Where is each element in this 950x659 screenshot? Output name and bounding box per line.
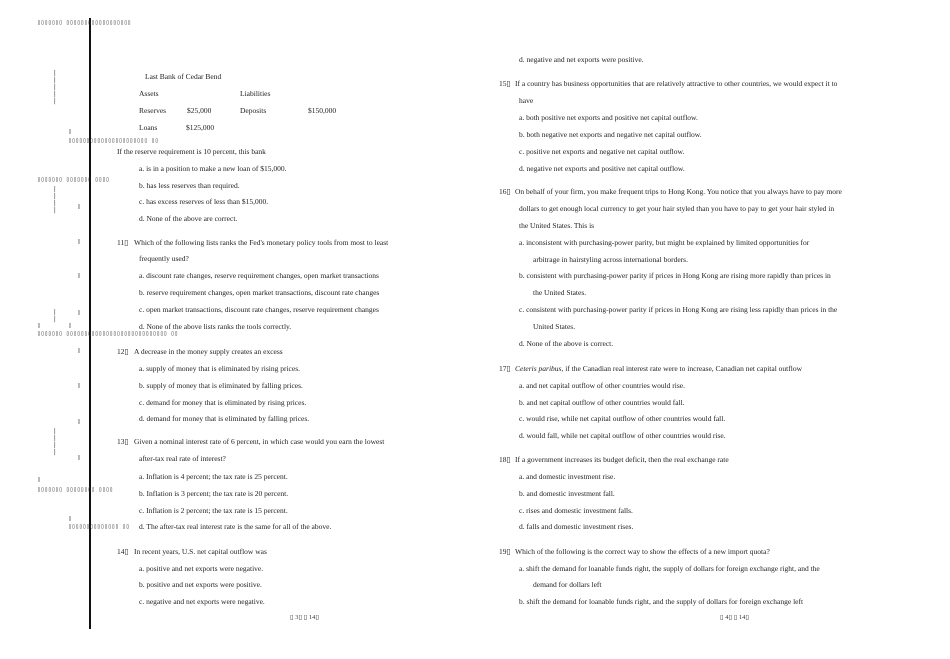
option-b: b. and domestic investment fall. <box>519 489 615 498</box>
option-a: a. both positive net exports and positive net capital outflow. <box>519 113 698 122</box>
question-number: 19▯ <box>499 547 511 556</box>
option-b: b. shift the demand for loanable funds right, and the supply of dollars for foreign exchange left <box>519 597 804 606</box>
option-c: c. Inflation is 2 percent; the tax rate is 15 percent. <box>139 506 288 515</box>
binding-tick: ▯ <box>37 476 41 483</box>
question-stem-cont: frequently used? <box>139 254 189 263</box>
left-page-footer: ▯ 3▯ ▯ 14▯ <box>290 614 319 621</box>
option-a: a. positive and net exports were negative. <box>139 564 264 573</box>
option-d: d. The after-tax real interest rate is the same for all of the above. <box>139 522 332 531</box>
option-c: c. rises and domestic investment falls. <box>519 506 633 515</box>
option-b: b. both negative net exports and negative net capital outflow. <box>519 130 702 139</box>
option-b: b. consistent with purchasing-power parity if prices in Hong Kong are rising more rapidly than prices in <box>519 271 831 280</box>
option-c: c. has excess reserves of less than $15,000. <box>139 197 269 206</box>
option-a: a. discount rate changes, reserve requirement changes, open market transactions <box>139 271 379 280</box>
binding-mark-2: ▯▯▯▯▯▯▯ ▯▯▯▯▯▯▯ ▯▯▯▯ <box>37 176 110 183</box>
deposits-label: Deposits <box>240 106 267 115</box>
question-number: 12▯ <box>117 347 129 356</box>
reserves-label: Reserves <box>139 106 167 115</box>
binding-mark-top: ▯▯▯▯▯▯▯ ▯▯▯▯▯▯▯▯▯▯▯▯▯▯▯▯▯▯ <box>37 19 131 26</box>
option-b: b. Inflation is 3 percent; the tax rate is 20 percent. <box>139 489 289 498</box>
binding-mark-4: ▯▯▯▯▯▯▯ ▯▯▯▯▯▯▯▯ ▯▯▯▯ <box>37 486 113 493</box>
option-c-cont: United States. <box>533 322 576 331</box>
question-number: 17▯ <box>499 364 511 373</box>
loans-value: $125,000 <box>186 123 215 132</box>
binding-mark-5: ▯▯▯▯▯▯▯▯▯▯▯▯▯▯ ▯▯ <box>68 523 130 530</box>
option-d: d. falls and domestic investment rises. <box>519 522 634 531</box>
question-stem: Which of the following is the correct way to show the effects of a new import quota? <box>515 547 770 556</box>
binding-tick: ▯ <box>77 238 81 245</box>
option-a: a. shift the demand for loanable funds right, the supply of dollars for foreign exchange right, and the <box>519 564 820 573</box>
loans-label: Loans <box>139 123 158 132</box>
liabilities-header: Liabilities <box>240 89 271 98</box>
question-stem-cont: have <box>519 96 534 105</box>
option-b: b. reserve requirement changes, open market transactions, discount rate changes <box>139 288 380 297</box>
option-b: b. has less reserves than required. <box>139 181 240 190</box>
binding-tick: ▯ <box>68 515 72 522</box>
binding-tick-group-4: | | | | <box>53 428 57 456</box>
question-stem <box>515 364 802 373</box>
binding-tick: ▯ <box>77 309 81 316</box>
binding-mark-1: ▯▯▯▯▯▯▯▯▯▯▯▯▯▯▯▯▯▯▯▯▯▯ ▯▯ <box>68 137 159 144</box>
question-number: 11▯ <box>117 238 129 247</box>
ceteris-paribus-italic: Ceteris paribus, <box>515 364 564 373</box>
deposits-value: $150,000 <box>308 106 337 115</box>
question-number: 14▯ <box>117 547 129 556</box>
right-page-footer: ▯ 4▯ ▯ 14▯ <box>720 614 749 621</box>
binding-tick: ▯ <box>77 272 81 279</box>
option-b: b. supply of money that is eliminated by falling prices. <box>139 381 303 390</box>
binding-tick: ▯ <box>77 418 81 425</box>
option-b: b. positive and net exports were positive. <box>139 580 262 589</box>
option-b-cont: the United States. <box>533 288 587 297</box>
question-stem: If the reserve requirement is 10 percent, this bank <box>117 147 266 156</box>
option-d: d. None of the above lists ranks the tools correctly. <box>139 322 292 331</box>
question-number: 16▯ <box>499 187 511 196</box>
option-a: a. and domestic investment rise. <box>519 472 616 481</box>
binding-tick: ▯ <box>77 203 81 210</box>
binding-mark-3: ▯▯▯▯▯▯▯ ▯▯▯▯▯▯▯▯▯▯▯▯▯▯▯▯▯▯▯▯▯▯▯▯▯▯▯▯ ▯▯ <box>37 330 178 337</box>
option-c: c. negative and net exports were negative. <box>139 597 265 606</box>
option-b: b. and net capital outflow of other countries would fall. <box>519 398 685 407</box>
option-a-cont: arbitrage in hairstyling across international borders. <box>533 255 688 264</box>
balance-sheet-title: Last Bank of Cedar Bend <box>145 72 222 81</box>
binding-tick: ▯ <box>77 347 81 354</box>
question-stem-cont: after-tax real rate of interest? <box>139 454 226 463</box>
reserves-value: $25,000 <box>187 106 212 115</box>
question-number: 15▯ <box>499 79 511 88</box>
binding-tick: ▯ <box>68 128 72 135</box>
option-d: d. None of the above are correct. <box>139 214 238 223</box>
question-stem-cont: the United States. This is <box>519 221 595 230</box>
option-a: a. supply of money that is eliminated by rising prices. <box>139 364 301 373</box>
question-stem: In recent years, U.S. net capital outflow was <box>134 547 267 556</box>
binding-tick: ▯ <box>37 322 41 329</box>
question-stem: If a government increases its budget deficit, then the real exchange rate <box>515 455 729 464</box>
question-stem: A decrease in the money supply creates an excess <box>134 347 283 356</box>
option-c: c. would rise, while net capital outflow of other countries would fall. <box>519 414 726 423</box>
binding-tick-group-3: | | <box>53 309 57 323</box>
question-number: 18▯ <box>499 455 511 464</box>
question-number: 13▯ <box>117 437 129 446</box>
option-d: d. would fall, while net capital outflow of other countries would rise. <box>519 431 726 440</box>
option-a: a. inconsistent with purchasing-power parity, but might be explained by limited opportunities for <box>519 238 810 247</box>
question-stem-rest: if the Canadian real interest rate were to increase, Canadian net capital outflow <box>563 364 802 373</box>
option-d: d. None of the above is correct. <box>519 339 614 348</box>
option-a: a. and net capital outflow of other countries would rise. <box>519 381 685 390</box>
question-stem: On behalf of your firm, you make frequent trips to Hong Kong. You notice that you always have to pay more <box>515 187 842 196</box>
question-stem: Given a nominal interest rate of 6 percent, in which case would you earn the lowest <box>134 437 385 446</box>
question-stem: If a country has business opportunities that are relatively attractive to other countries, we would expect it to <box>515 79 838 88</box>
option-a: a. is in a position to make a new loan of $15,000. <box>139 164 287 173</box>
binding-line <box>89 18 91 629</box>
assets-header: Assets <box>139 89 159 98</box>
option-c: c. open market transactions, discount rate changes, reserve requirement changes <box>139 305 379 314</box>
binding-tick: ▯ <box>68 322 72 329</box>
option-d: d. negative net exports and positive net capital outflow. <box>519 164 685 173</box>
option-c: c. consistent with purchasing-power parity if prices in Hong Kong are rising less rapidly than prices in the <box>519 305 838 314</box>
binding-tick-group-2: | | | | <box>53 186 57 214</box>
option-c: c. positive net exports and negative net capital outflow. <box>519 147 685 156</box>
binding-tick-group-1: | | | | | <box>53 70 57 105</box>
option-a-cont: demand for dollars left <box>533 580 602 589</box>
option-c: c. demand for money that is eliminated by rising prices. <box>139 398 307 407</box>
option-d: d. demand for money that is eliminated by falling prices. <box>139 414 310 423</box>
q14-option-d: d. negative and net exports were positive. <box>519 55 644 64</box>
binding-tick: ▯ <box>77 382 81 389</box>
option-a: a. Inflation is 4 percent; the tax rate is 25 percent. <box>139 472 288 481</box>
binding-tick: ▯ <box>77 454 81 461</box>
question-stem: Which of the following lists ranks the Fed's monetary policy tools from most to least <box>134 238 389 247</box>
question-stem-cont: dollars to get enough local currency to get your hair styled than you have to pay to get your hair styled in <box>519 204 835 213</box>
